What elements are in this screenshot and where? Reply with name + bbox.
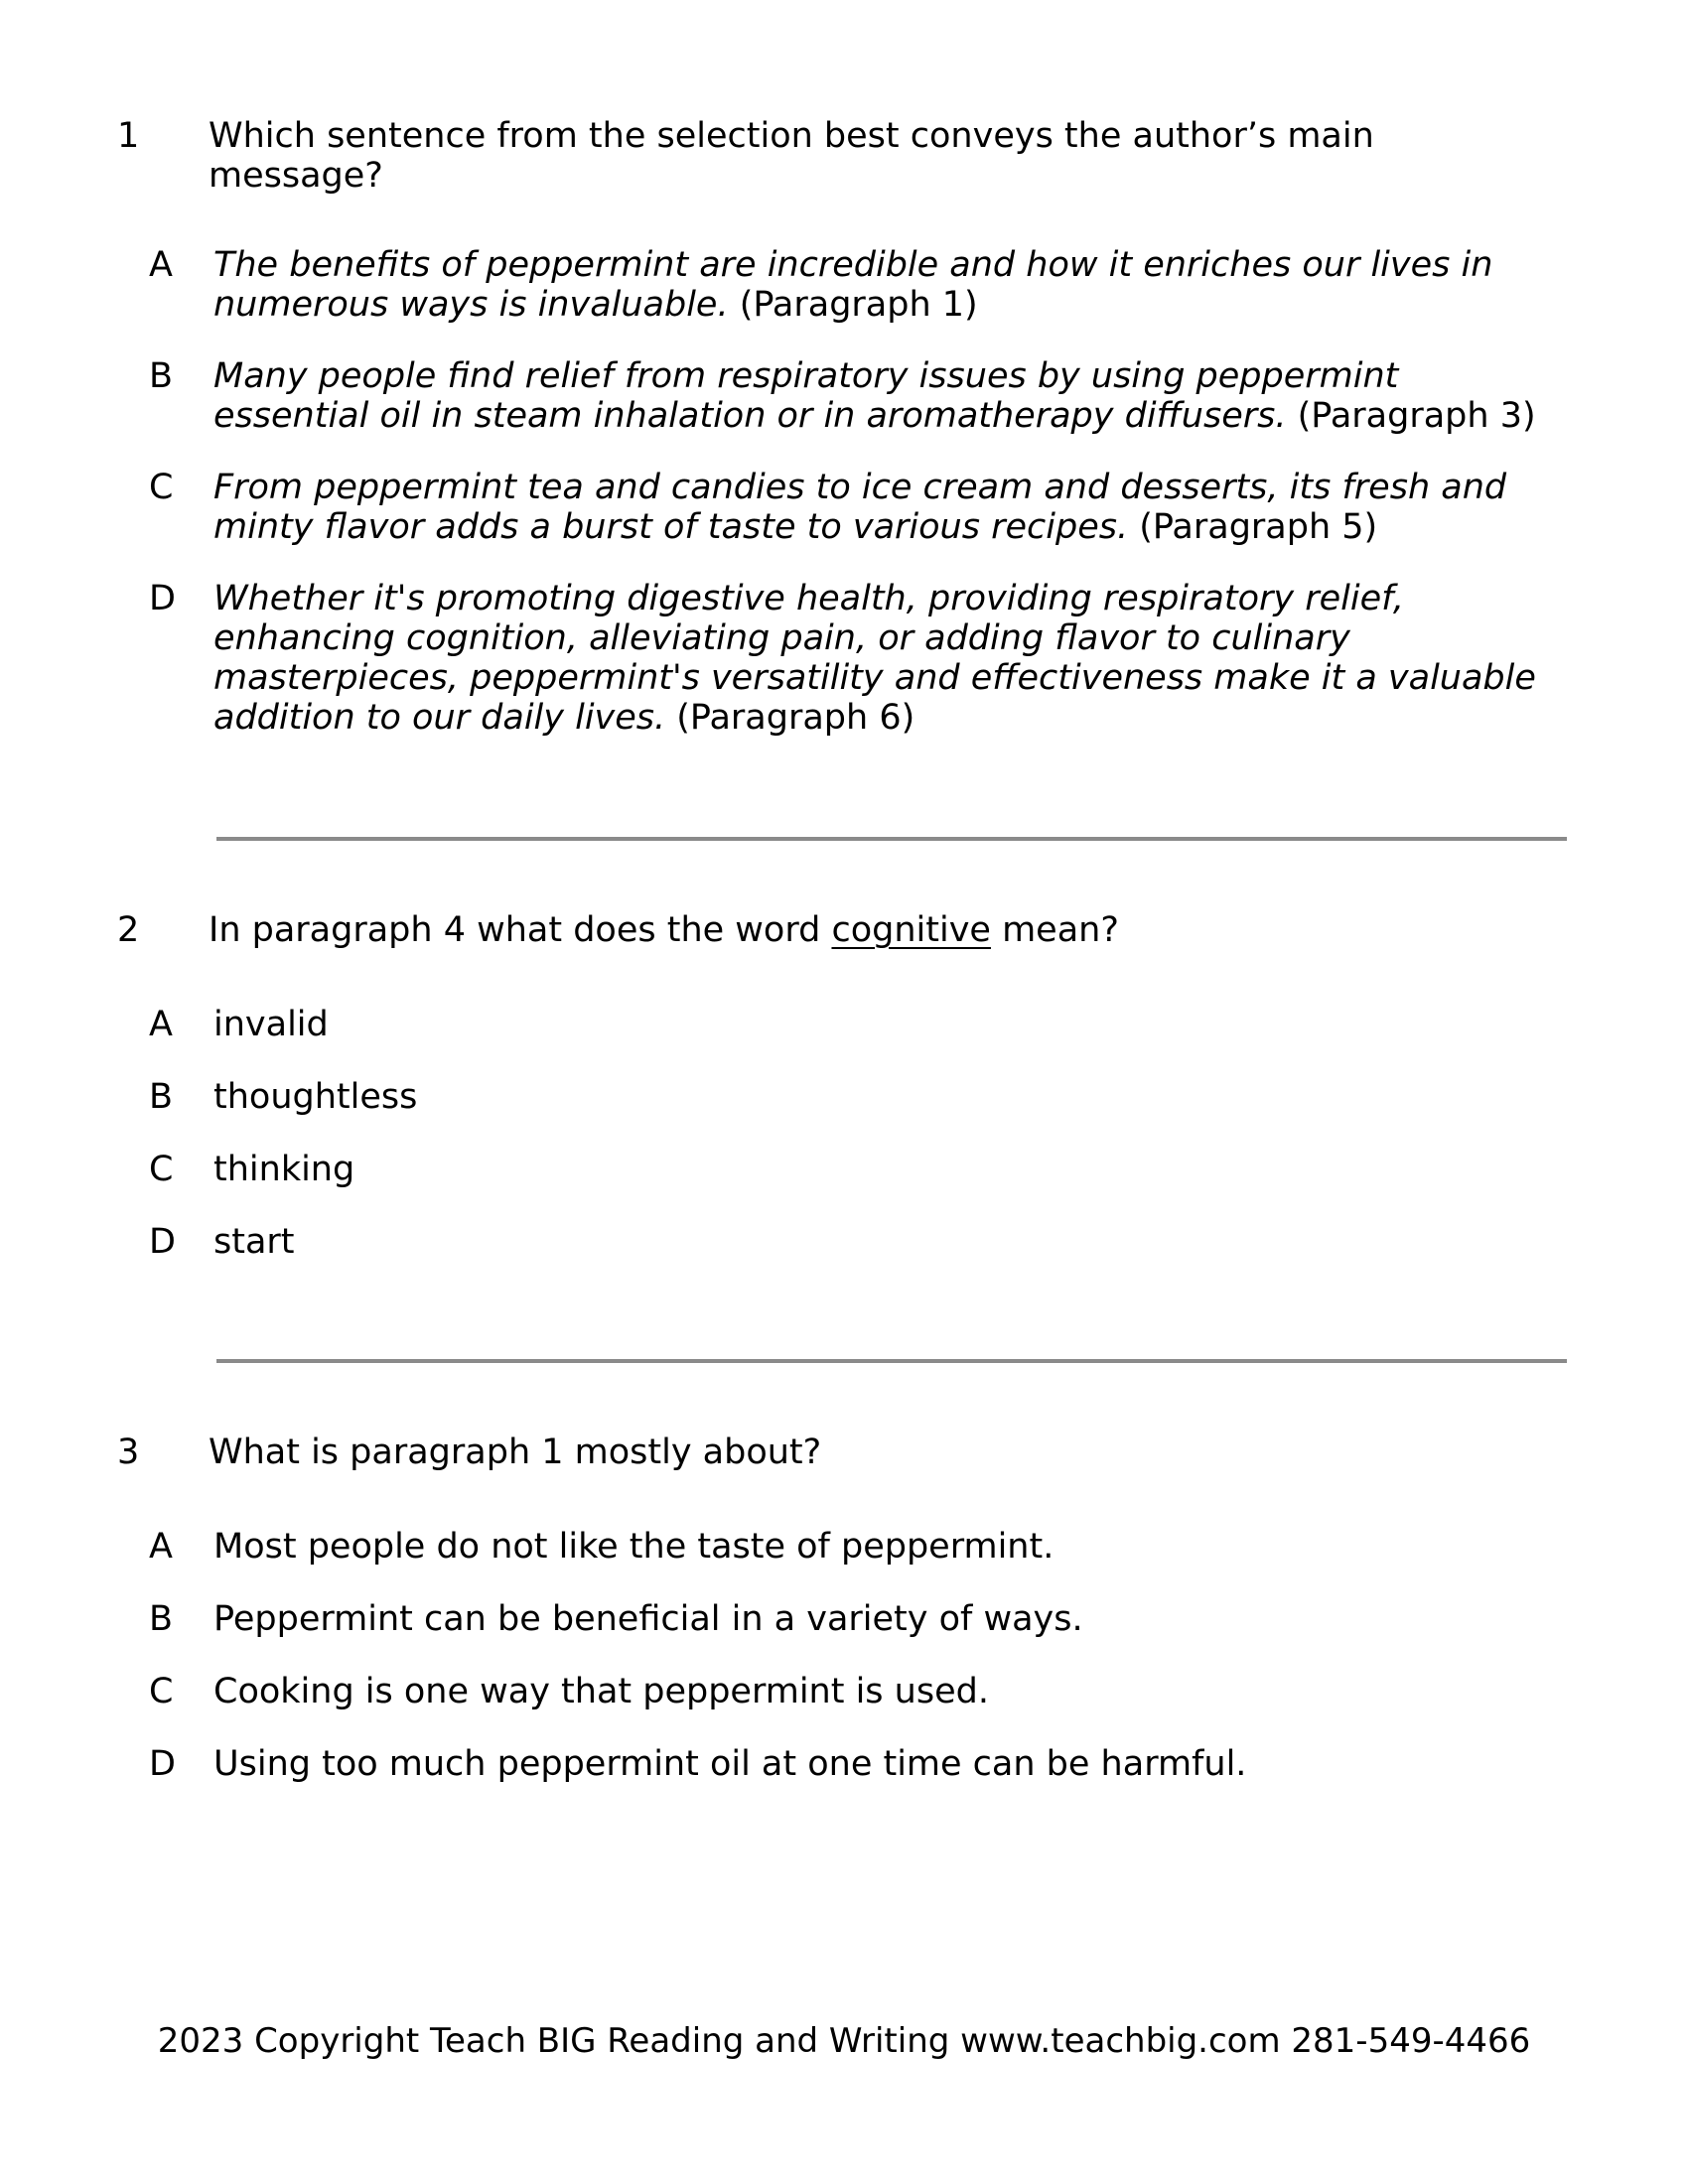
- option-text: [213, 468, 1554, 547]
- question-1-number: 1: [117, 116, 140, 156]
- option-letter: B: [149, 1599, 174, 1639]
- option-text: [213, 579, 1554, 738]
- question-3-option-c: [149, 1672, 1554, 1711]
- question-3-prompt-row: [117, 1433, 1554, 1472]
- option-citation: (Paragraph 6): [665, 698, 915, 738]
- option-citation: (Paragraph 5): [1128, 507, 1378, 547]
- section-divider: [216, 1359, 1567, 1363]
- option-letter: B: [149, 1077, 174, 1117]
- question-3-option-a: [149, 1527, 1554, 1567]
- question-2-prompt: [209, 910, 1554, 950]
- question-1-option-d: [149, 579, 1554, 738]
- question-2-number: 2: [117, 910, 140, 950]
- option-letter: C: [149, 468, 174, 507]
- question-1-option-a: [149, 245, 1554, 325]
- option-quote: The benefits of peppermint are incredible and how it enriches our lives in numerous ways is invaluable.: [213, 245, 1493, 325]
- option-text: start: [213, 1222, 295, 1262]
- option-citation: (Paragraph 3): [1286, 396, 1536, 436]
- section-divider: [216, 837, 1567, 841]
- question-block-2: [117, 910, 1554, 1262]
- question-2-option-a: [149, 1005, 1554, 1044]
- question-1-option-c: [149, 468, 1554, 547]
- question-3-option-b: [149, 1599, 1554, 1639]
- option-letter: D: [149, 1744, 176, 1784]
- option-text: [213, 245, 1554, 325]
- question-2-option-d: [149, 1222, 1554, 1262]
- option-text: invalid: [213, 1005, 329, 1044]
- question-block-3: [117, 1433, 1554, 1784]
- question-2-option-b: [149, 1077, 1554, 1117]
- option-citation: (Paragraph 1): [728, 285, 978, 325]
- option-letter: A: [149, 1005, 173, 1044]
- option-text: Cooking is one way that peppermint is used.: [213, 1672, 989, 1711]
- underlined-vocabulary-word: cognitive: [831, 910, 991, 950]
- option-text: Most people do not like the taste of peppermint.: [213, 1527, 1055, 1567]
- question-2-prompt-row: [117, 910, 1554, 950]
- option-text: thinking: [213, 1150, 355, 1189]
- option-quote: From peppermint tea and candies to ice cream and desserts, its fresh and minty flavor adds a burst of taste to various recipes.: [213, 468, 1507, 547]
- prompt-text: mean?: [990, 910, 1119, 950]
- option-text: Peppermint can be beneficial in a variety of ways.: [213, 1599, 1083, 1639]
- question-1-option-b: [149, 356, 1554, 436]
- option-text: Using too much peppermint oil at one time can be harmful.: [213, 1744, 1247, 1784]
- question-1-prompt: Which sentence from the selection best conveys the author’s main message?: [209, 116, 1374, 196]
- option-letter: D: [149, 579, 176, 618]
- option-letter: C: [149, 1672, 174, 1711]
- prompt-text: In paragraph 4 what does the word: [209, 910, 832, 950]
- option-quote: Many people find relief from respiratory issues by using peppermint essential oil in steam inhalation or in aromatherapy diffusers.: [213, 356, 1399, 436]
- question-3-option-d: [149, 1744, 1554, 1784]
- option-text: thoughtless: [213, 1077, 418, 1117]
- question-block-1: [117, 116, 1554, 738]
- option-letter: A: [149, 245, 173, 285]
- question-3-number: 3: [117, 1433, 140, 1472]
- option-quote: Whether it's promoting digestive health, providing respiratory relief, enhancing cognition, alleviating pain, or adding flavor to culinary masterpieces, peppermint's versatility and effectiveness make it a valuable addition to our daily lives.: [213, 579, 1536, 738]
- option-letter: A: [149, 1527, 173, 1567]
- option-letter: C: [149, 1150, 174, 1189]
- option-text: [213, 356, 1554, 436]
- option-letter: D: [149, 1222, 176, 1262]
- option-letter: B: [149, 356, 174, 396]
- question-3-prompt: What is paragraph 1 mostly about?: [209, 1433, 822, 1472]
- question-2-option-c: [149, 1150, 1554, 1189]
- copyright-footer: 2023 Copyright Teach BIG Reading and Writing www.teachbig.com 281-549-4466: [157, 2021, 1531, 2061]
- question-1-prompt-row: [117, 116, 1554, 196]
